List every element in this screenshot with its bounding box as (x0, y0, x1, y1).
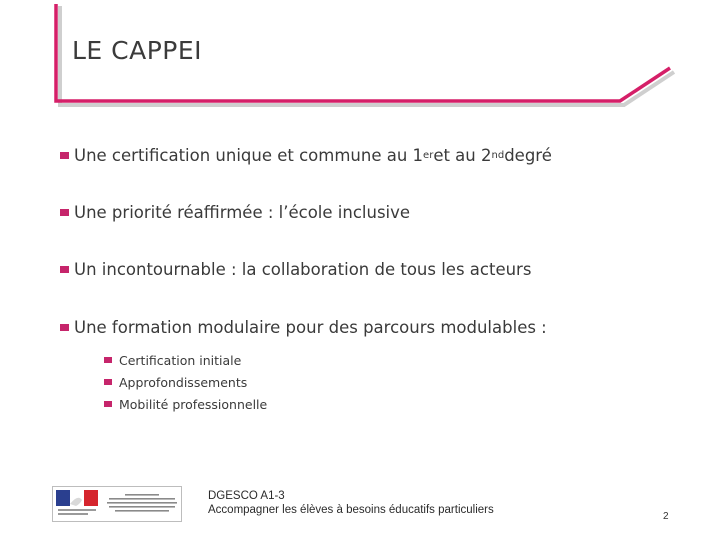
bullet-item (60, 260, 531, 279)
bullet-text: Une priorité réaffirmée : l’école inclusive (74, 203, 411, 222)
sub-bullet-list (104, 349, 267, 415)
bullet-square-icon (60, 324, 69, 331)
footer-department: DGESCO A1-3 (208, 490, 285, 502)
bullet-square-icon (60, 209, 69, 216)
bullet-item (60, 318, 547, 337)
footer-subtitle: Accompagner les élèves à besoins éducatifs particuliers (208, 504, 494, 516)
sub-bullet-text: Approfondissements (119, 374, 248, 390)
bullet-item: Une certification unique et commune au 1 er et au 2 nd degré (60, 146, 552, 165)
sub-bullet-item (104, 349, 267, 371)
bullet-square-icon (104, 379, 112, 385)
bullet-text-post: degré (504, 146, 552, 165)
page-number: 2 (663, 511, 669, 522)
bullet-square-icon (104, 401, 112, 407)
sub-bullet-item (104, 371, 267, 393)
bullet-text: Un incontournable : la collaboration de tous les acteurs (74, 260, 532, 279)
bullet-item (60, 203, 410, 222)
ministry-logo (52, 486, 182, 522)
marianne-flag-icon (56, 490, 100, 518)
bullet-text-mid: et au 2 (433, 146, 492, 165)
ministry-name-icon (105, 493, 179, 515)
slide-title: LE CAPPEI (72, 36, 203, 65)
sub-bullet-text: Certification initiale (119, 352, 242, 368)
sub-bullet-text: Mobilité professionnelle (119, 396, 268, 412)
sub-bullet-item (104, 393, 267, 415)
bullet-square-icon (60, 266, 69, 273)
bullet-square-icon (104, 357, 112, 363)
bullet-square-icon (60, 152, 69, 159)
bullet-text-pre: Une certification unique et commune au 1 (74, 146, 424, 165)
bullet-text: Une formation modulaire pour des parcours modulables : (74, 318, 547, 337)
footer-text (208, 489, 494, 517)
